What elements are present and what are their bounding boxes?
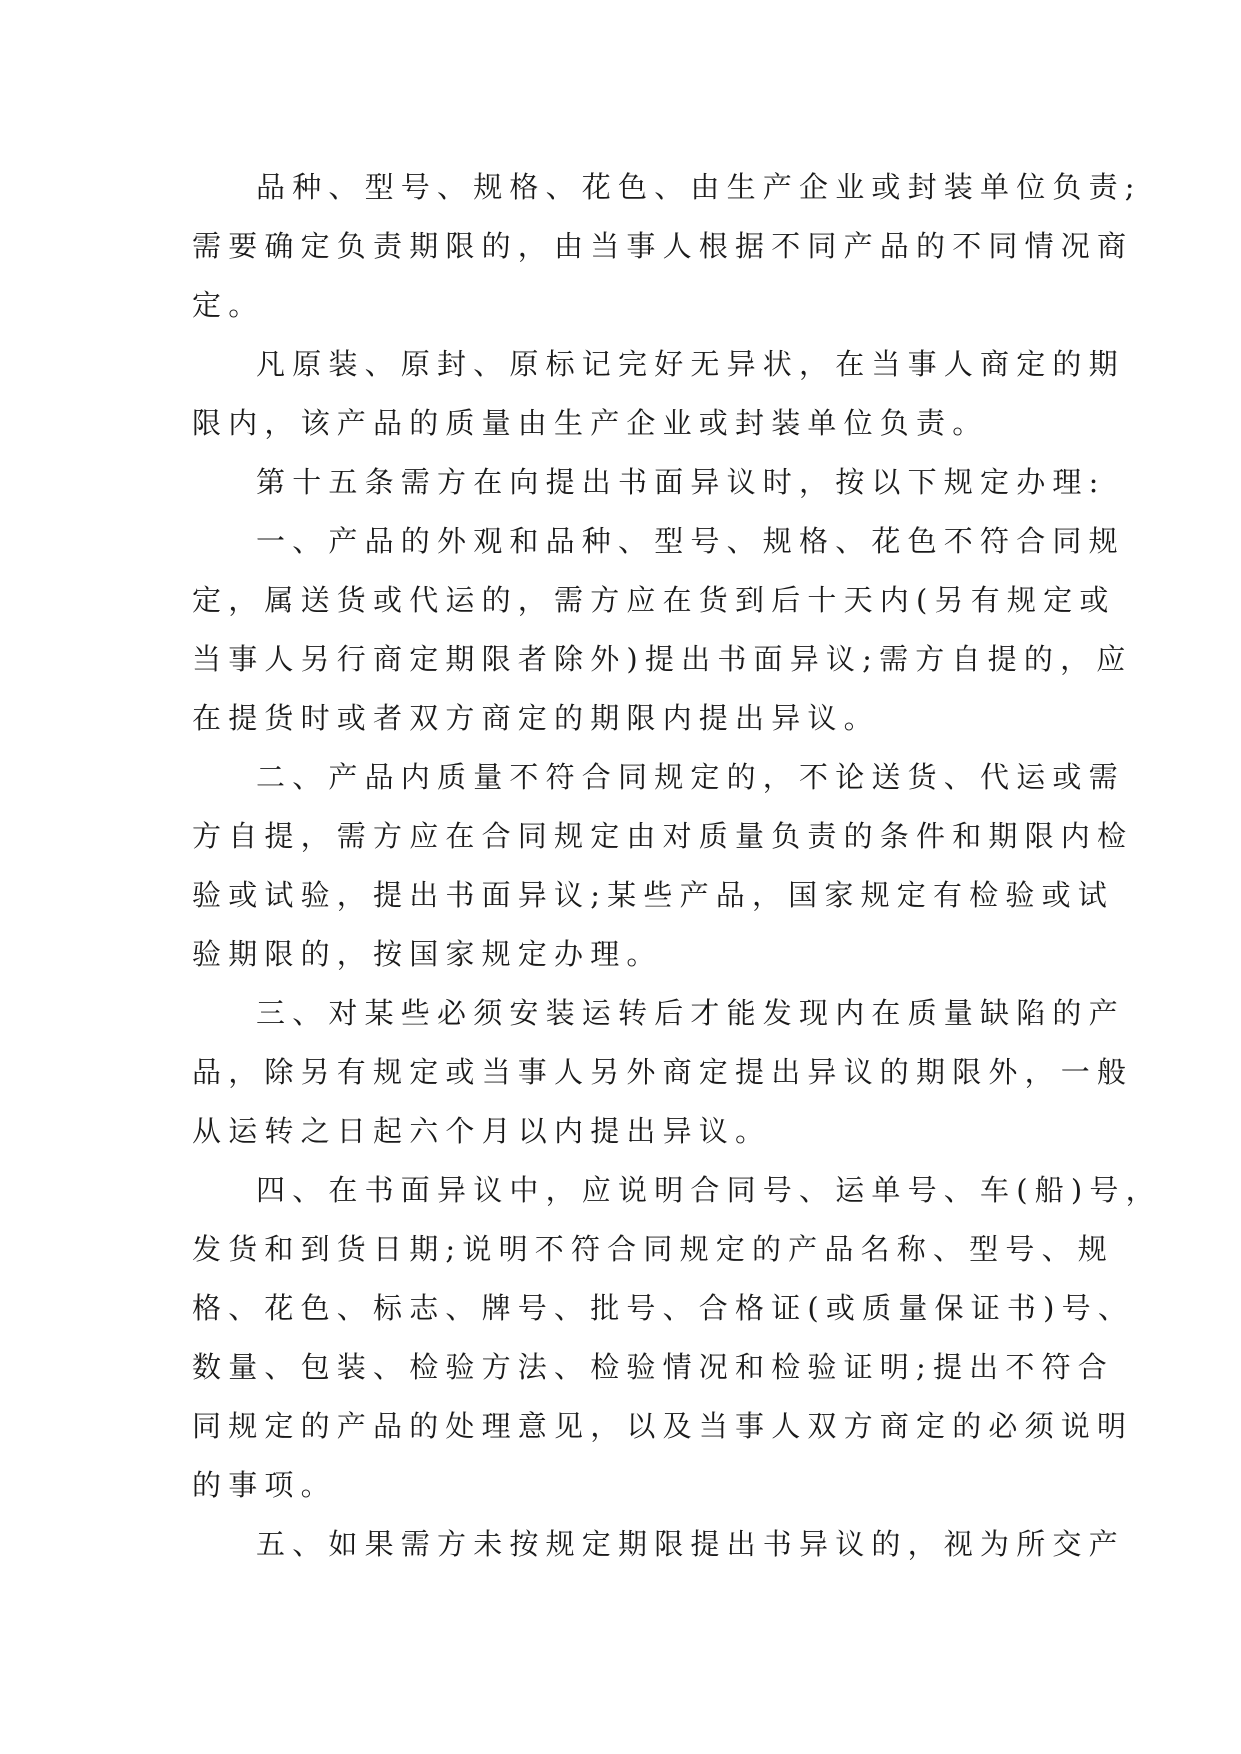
text-line: 定，属送货或代运的，需方应在货到后十天内(另有规定或 — [192, 583, 1116, 617]
paragraph-8 — [192, 1515, 1125, 1574]
paragraph-4 — [192, 512, 1133, 748]
paragraph-5 — [192, 748, 1134, 984]
text-line: 方自提，需方应在合同规定由对质量负责的条件和期限内检 — [192, 819, 1134, 853]
text-line: 数量、包装、检验方法、检验情况和检验证明;提出不符合 — [192, 1350, 1114, 1384]
text-line: 需要确定负责期限的，由当事人根据不同产品的不同情况商 — [192, 229, 1134, 263]
text-line: 品，除另有规定或当事人另外商定提出异议的期限外，一般 — [192, 1055, 1134, 1089]
text-line: 格、花色、标志、牌号、批号、合格证(或质量保证书)号、 — [192, 1291, 1135, 1325]
text-line: 的事项。 — [192, 1468, 337, 1502]
document-body — [192, 158, 1162, 1574]
text-line: 品种、型号、规格、花色、由生产企业或封装单位负责; — [256, 170, 1142, 204]
text-line: 凡原装、原封、原标记完好无异状，在当事人商定的期 — [256, 347, 1125, 381]
paragraph-1 — [192, 158, 1142, 335]
text-line: 第十五条需方在向提出书面异议时，按以下规定办理: — [256, 465, 1106, 499]
paragraph-3 — [192, 453, 1106, 512]
text-line: 从运转之日起六个月以内提出异议。 — [192, 1114, 772, 1148]
text-line: 限内，该产品的质量由生产企业或封装单位负责。 — [192, 406, 989, 440]
paragraph-6 — [192, 984, 1134, 1161]
text-line: 定。 — [192, 288, 265, 322]
paragraph-7 — [192, 1161, 1162, 1515]
text-line: 二、产品内质量不符合同规定的，不论送货、代运或需 — [256, 760, 1125, 794]
text-line: 当事人另行商定期限者除外)提出书面异议;需方自提的，应 — [192, 642, 1133, 676]
text-line: 五、如果需方未按规定期限提出书异议的，视为所交产 — [256, 1527, 1125, 1561]
paragraph-2 — [192, 335, 1125, 453]
text-line: 发货和到货日期;说明不符合同规定的产品名称、型号、规 — [192, 1232, 1114, 1266]
text-line: 三、对某些必须安装运转后才能发现内在质量缺陷的产 — [256, 996, 1125, 1030]
text-line: 四、在书面异议中，应说明合同号、运单号、车(船)号， — [256, 1173, 1162, 1207]
text-line: 验期限的，按国家规定办理。 — [192, 937, 663, 971]
text-line: 同规定的产品的处理意见，以及当事人双方商定的必须说明 — [192, 1409, 1134, 1443]
text-line: 验或试验，提出书面异议;某些产品，国家规定有检验或试 — [192, 878, 1114, 912]
text-line: 在提货时或者双方商定的期限内提出异议。 — [192, 701, 880, 735]
text-line: 一、产品的外观和品种、型号、规格、花色不符合同规 — [256, 524, 1125, 558]
